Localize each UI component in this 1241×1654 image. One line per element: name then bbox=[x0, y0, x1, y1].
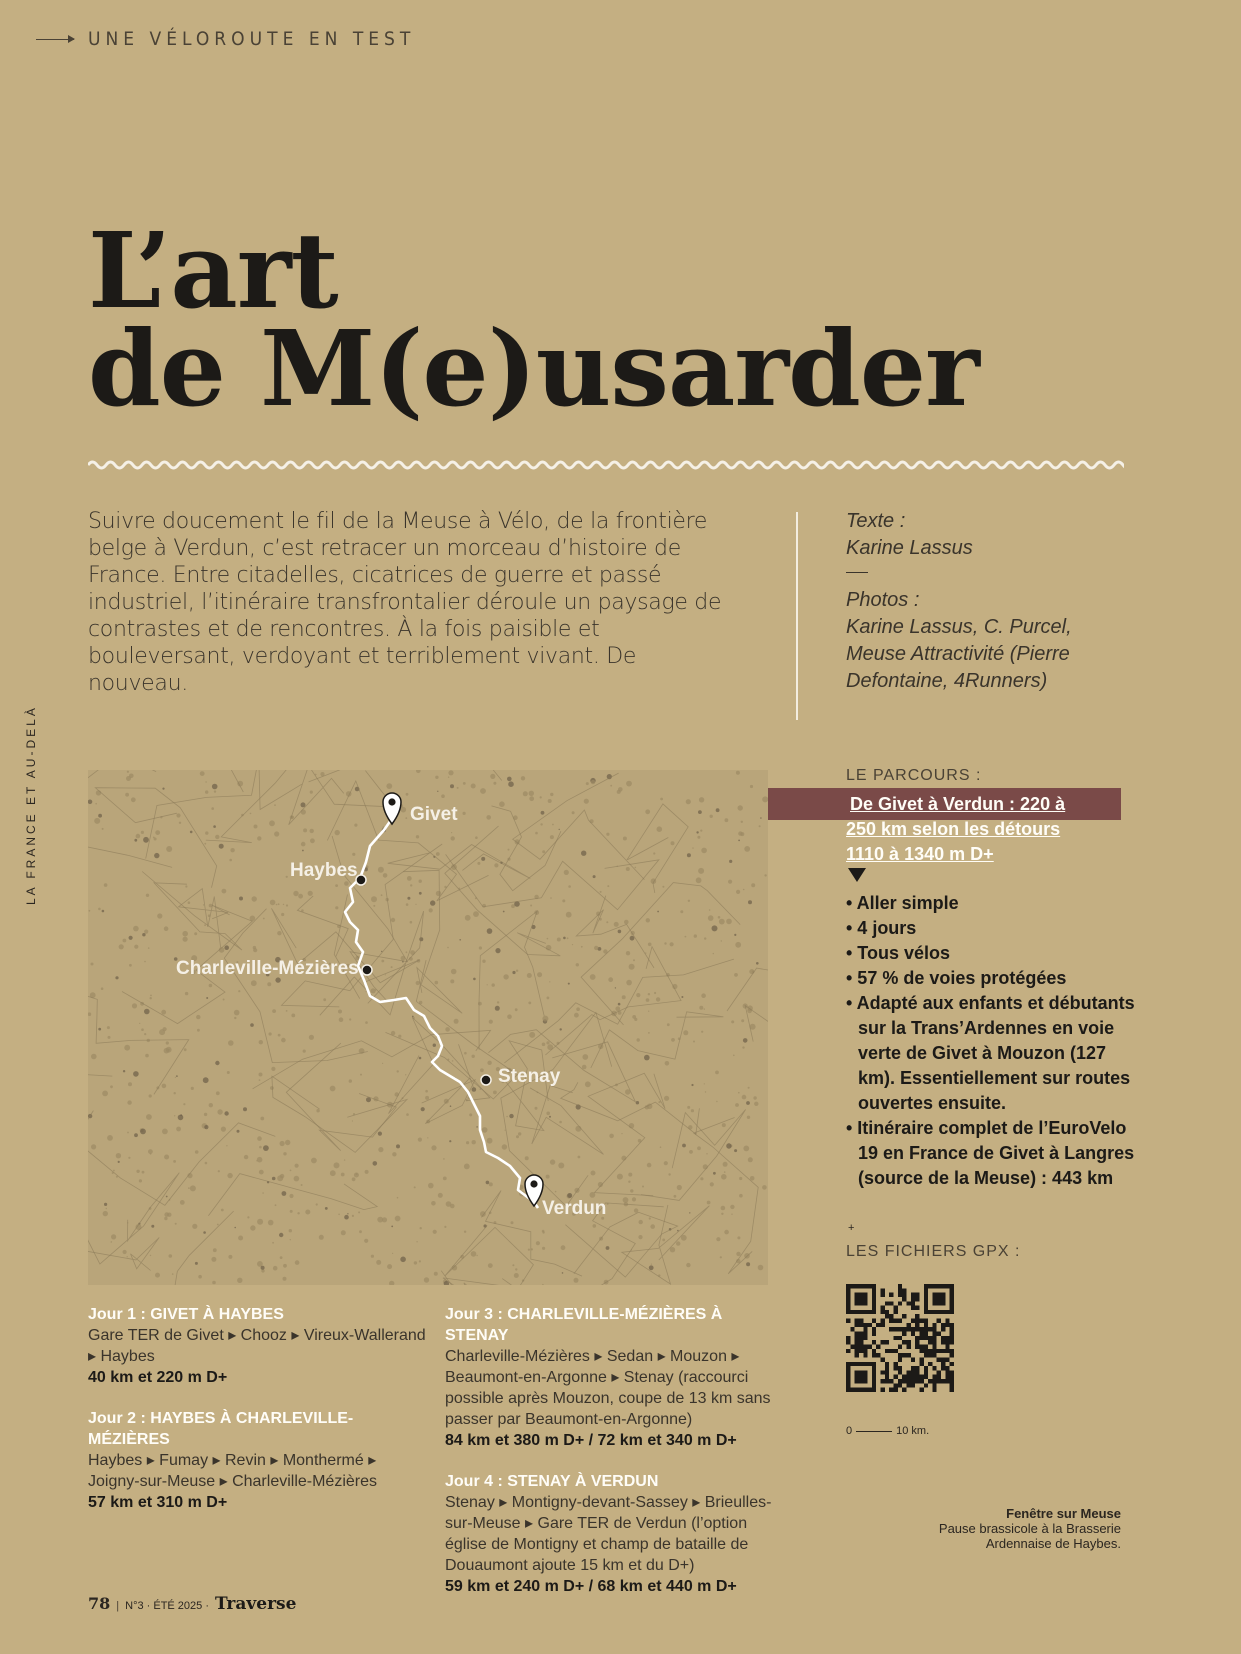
text-credit-author: Karine Lassus bbox=[846, 537, 973, 559]
fact-item: • Aller simple bbox=[846, 893, 959, 913]
magazine-brand: Traverse bbox=[215, 1594, 297, 1614]
caption-text: Pause brassicole à la Brasserie Ardennaise de Haybes. bbox=[938, 1521, 1121, 1551]
text-credit-label: Texte : bbox=[846, 510, 906, 532]
parcours-summary bbox=[846, 792, 1065, 867]
day-distance: 57 km et 310 m D+ bbox=[88, 1494, 228, 1511]
photos-credit-label: Photos : bbox=[846, 589, 920, 611]
fact-item: • Adapté aux enfants et débutants sur la Trans’Ardennes en voie verte de Givet à Mouzon (127 km). Essentiellement sur routes ouvertes ensuite. bbox=[846, 993, 1135, 1113]
credits-dash bbox=[846, 572, 868, 573]
charleville-dot bbox=[362, 965, 372, 975]
page-number: 78 bbox=[88, 1594, 111, 1613]
intro-paragraph: Suivre doucement le fil de la Meuse à Vélo, de la frontière belge à Verdun, c’est retracer un morceau d’histoire de France. Entre citadelles, cicatrices de guerre et passé industriel, l’itinéraire transfrontalier déroule un paysage de contrastes et de rencontres. À la fois paisible et bouleversant, verdoyant et terriblement vivant. De nouveau. bbox=[88, 509, 722, 696]
day-distance: 59 km et 240 m D+ / 68 km et 440 m D+ bbox=[445, 1578, 737, 1595]
parcours-facts bbox=[846, 891, 1136, 1191]
page-footer: 78 | N°3 · ÉTÉ 2025 · Traverse bbox=[88, 1594, 297, 1614]
map-texture bbox=[88, 770, 768, 1285]
parcours-line-3: 1110 à 1340 m D+ bbox=[846, 844, 994, 864]
side-section-label bbox=[8, 705, 48, 905]
city-label-verdun: Verdun bbox=[542, 1198, 607, 1219]
arrow-right-icon bbox=[36, 39, 74, 40]
day-distance: 40 km et 220 m D+ bbox=[88, 1369, 228, 1386]
map-scale bbox=[846, 1425, 929, 1437]
city-label-haybes: Haybes bbox=[290, 860, 358, 881]
day-heading: Jour 2 : HAYBES À CHARLEVILLE-MÉZIÈRES bbox=[88, 1410, 354, 1448]
fact-item: • 4 jours bbox=[846, 918, 917, 938]
gpx-heading: LES FICHIERS GPX : bbox=[846, 1243, 1021, 1260]
day-route: Haybes ▸ Fumay ▸ Revin ▸ Monthermé ▸ Joigny-sur-Meuse ▸ Charleville-Mézières bbox=[88, 1452, 378, 1490]
givet-pin-icon bbox=[383, 793, 401, 824]
issue-info: N°3 · ÉTÉ 2025 · bbox=[125, 1600, 209, 1612]
city-label-givet: Givet bbox=[410, 804, 458, 825]
scale-bar bbox=[856, 1431, 892, 1432]
day-heading: Jour 4 : STENAY À VERDUN bbox=[445, 1473, 659, 1490]
day-route: Charleville-Mézières ▸ Sedan ▸ Mouzon ▸ Beaumont-en-Argonne ▸ Stenay (raccourci possible après Mouzon, coupe de 13 km sans passer par Beaumont-en-Argonne) bbox=[445, 1348, 771, 1428]
fact-item: • Itinéraire complet de l’EuroVelo 19 en France de Givet à Langres (source de la Meuse) : 443 km bbox=[846, 1118, 1135, 1188]
kicker-text: UNE VÉLOROUTE EN TEST bbox=[88, 28, 416, 50]
title-line-2: de M(e)usarder bbox=[88, 307, 979, 430]
scale-end: 10 km. bbox=[896, 1425, 930, 1437]
day-heading: Jour 3 : CHARLEVILLE-MÉZIÈRES À STENAY bbox=[445, 1306, 723, 1344]
fact-item: • Tous vélos bbox=[846, 943, 950, 963]
caption-title: Fenêtre sur Meuse bbox=[1006, 1506, 1121, 1521]
day-distance: 84 km et 380 m D+ / 72 km et 340 m D+ bbox=[445, 1432, 737, 1449]
triangle-down-icon bbox=[848, 868, 866, 882]
title-line-1: L’art bbox=[88, 209, 338, 332]
vertical-divider bbox=[796, 512, 798, 720]
day-block bbox=[445, 1471, 785, 1597]
city-label-stenay: Stenay bbox=[498, 1066, 561, 1087]
photos-credit-authors: Karine Lassus, C. Purcel, Meuse Attractivité (Pierre Defontaine, 4Runners) bbox=[846, 616, 1072, 692]
parcours-line-1: De Givet à Verdun : 220 à bbox=[850, 794, 1066, 814]
day-block bbox=[88, 1304, 428, 1388]
parcours-line-2: 250 km selon les détours bbox=[846, 819, 1061, 839]
side-label-text: LA FRANCE ET AU-DELÀ bbox=[24, 705, 38, 905]
section-kicker bbox=[36, 28, 415, 50]
day-route: Gare TER de Givet ▸ Chooz ▸ Vireux-Wallerand ▸ Haybes bbox=[88, 1327, 426, 1365]
parcours-heading: LE PARCOURS : bbox=[846, 767, 982, 784]
map-canvas bbox=[88, 770, 768, 1285]
verdun-pin-icon bbox=[525, 1175, 543, 1206]
credits bbox=[846, 508, 1126, 695]
days-column-left bbox=[88, 1304, 428, 1533]
article-title bbox=[88, 209, 979, 430]
route-map bbox=[88, 770, 768, 1285]
fact-item: • 57 % de voies protégées bbox=[846, 968, 1067, 988]
city-label-charleville: Charleville-Mézières bbox=[176, 958, 359, 979]
day-heading: Jour 1 : GIVET À HAYBES bbox=[88, 1306, 284, 1323]
day-block bbox=[445, 1304, 785, 1451]
day-block bbox=[88, 1408, 428, 1513]
qr-code-icon[interactable] bbox=[846, 1284, 954, 1392]
days-column-right bbox=[445, 1304, 785, 1617]
scale-start: 0 bbox=[846, 1425, 853, 1437]
plus-sign: + bbox=[848, 1222, 855, 1234]
day-route: Stenay ▸ Montigny-devant-Sassey ▸ Brieulles-sur-Meuse ▸ Gare TER de Verdun (l’option église de Montigny et champ de bataille de Douaumont ajoute 15 km et du D+) bbox=[445, 1494, 772, 1574]
wave-divider bbox=[88, 458, 1124, 472]
stenay-dot bbox=[481, 1075, 491, 1085]
photo-caption bbox=[921, 1506, 1121, 1551]
